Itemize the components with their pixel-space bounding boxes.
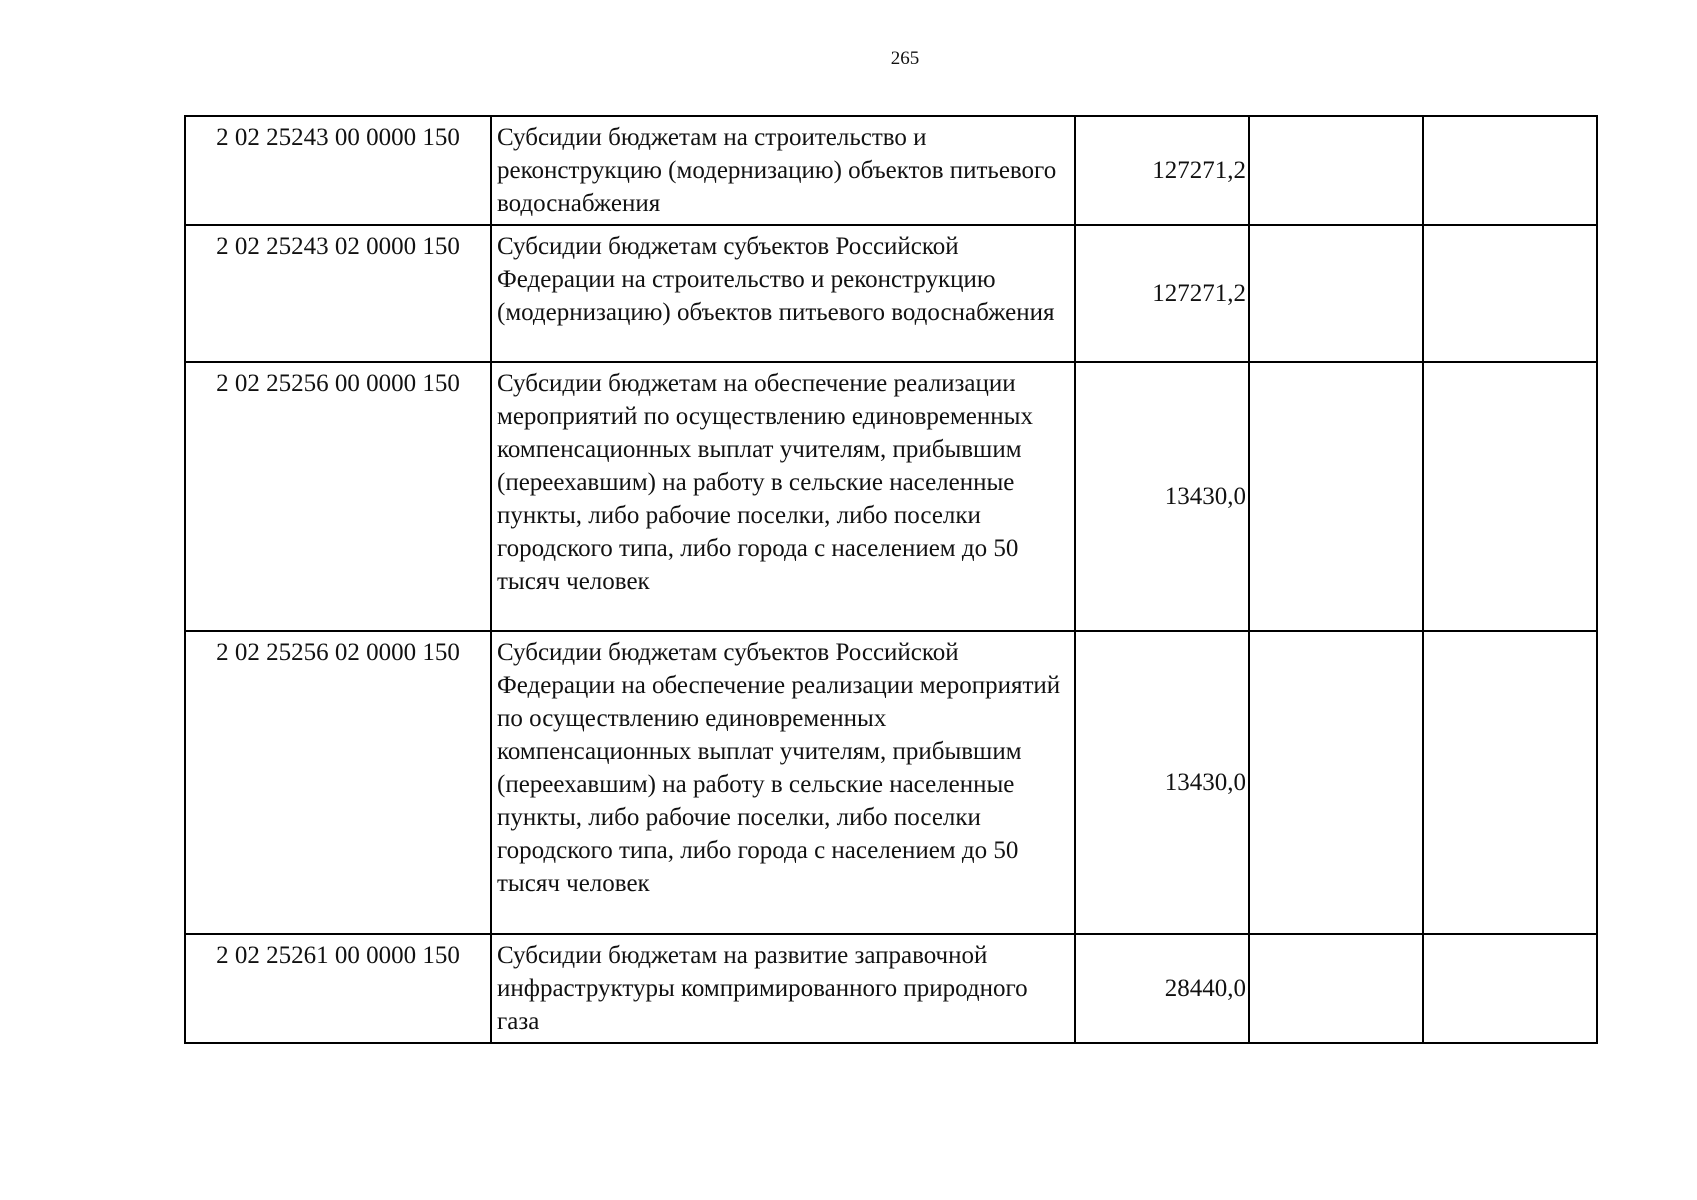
amount-cell-empty — [1249, 631, 1423, 934]
budget-table — [184, 115, 1598, 1044]
amount-cell-empty — [1249, 225, 1423, 362]
amount-cell-empty — [1249, 116, 1423, 225]
amount-cell-empty — [1423, 362, 1597, 631]
amount-cell: 28440,0 — [1075, 934, 1249, 1043]
amount-cell-empty — [1423, 225, 1597, 362]
table-row — [185, 225, 1597, 362]
amount-cell-empty — [1423, 116, 1597, 225]
amount-cell-empty — [1423, 631, 1597, 934]
description-cell: Субсидии бюджетам субъектов Российской Федерации на строительство и реконструкцию (модернизацию) объектов питьевого водоснабжения — [491, 225, 1075, 362]
amount-cell: 13430,0 — [1075, 362, 1249, 631]
budget-code-cell: 2 02 25256 00 0000 150 — [185, 362, 491, 631]
description-cell: Субсидии бюджетам на обеспечение реализации мероприятий по осуществлению единовременных компенсационных выплат учителям, прибывшим (переехавшим) на работу в сельские населенные пункты, либо рабочие поселки, либо поселки городского типа, либо города с населением до 50 тысяч человек — [491, 362, 1075, 631]
description-cell: Субсидии бюджетам на строительство и реконструкцию (модернизацию) объектов питьевого водоснабжения — [491, 116, 1075, 225]
budget-code-cell: 2 02 25261 00 0000 150 — [185, 934, 491, 1043]
budget-code-cell: 2 02 25243 02 0000 150 — [185, 225, 491, 362]
amount-cell-empty — [1249, 934, 1423, 1043]
table-row — [185, 934, 1597, 1043]
description-cell: Субсидии бюджетам на развитие заправочной инфраструктуры компримированного природного газа — [491, 934, 1075, 1043]
amount-cell: 13430,0 — [1075, 631, 1249, 934]
table-row — [185, 362, 1597, 631]
table-row — [185, 631, 1597, 934]
amount-cell: 127271,2 — [1075, 116, 1249, 225]
budget-code-cell: 2 02 25256 02 0000 150 — [185, 631, 491, 934]
description-cell: Субсидии бюджетам субъектов Российской Федерации на обеспечение реализации мероприятий по осуществлению единовременных компенсационных выплат учителям, прибывшим (переехавшим) на работу в сельские населенные пункты, либо рабочие поселки, либо поселки городского типа, либо города с населением до 50 тысяч человек — [491, 631, 1075, 934]
amount-cell-empty — [1423, 934, 1597, 1043]
budget-code-cell: 2 02 25243 00 0000 150 — [185, 116, 491, 225]
table-row — [185, 116, 1597, 225]
amount-cell: 127271,2 — [1075, 225, 1249, 362]
amount-cell-empty — [1249, 362, 1423, 631]
page-number: 265 — [890, 48, 920, 69]
